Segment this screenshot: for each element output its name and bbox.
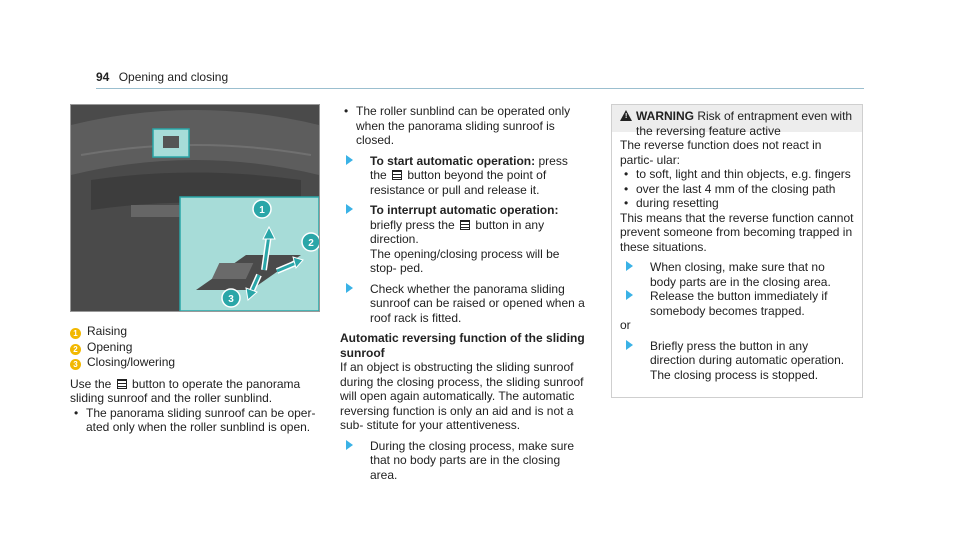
svg-text:1: 1 [259,205,265,216]
step-arrow-icon [346,283,353,293]
warning-box [611,104,863,398]
warning-step: Release the button immediately if somebody becomes trapped. [620,289,854,318]
bullet-item: • during resetting [620,196,854,211]
step-arrow-icon [626,261,633,271]
warning-label: WARNING [636,109,694,123]
warning-or: or [620,318,631,332]
sunroof-button-icon [460,220,470,230]
callout-1 [253,200,271,218]
step-interrupt-automatic: To interrupt automatic operation: briefly press the button in any direction. The opening/closing process will be stop- ped. [340,203,585,276]
header-rule [96,88,864,89]
step-arrow-icon [626,340,633,350]
callout-3 [222,289,240,307]
warning-title: Risk of entrapment even with the reversing feature active [636,109,853,138]
intro-paragraph: Use the button to operate the panorama sliding sunroof and the roller sunblind. [70,376,301,405]
sunroof-button-icon [392,170,402,180]
overhead-control-illustration [71,105,319,311]
section-heading: Automatic reversing function of the sliding sunroof [340,331,585,360]
page-header [96,70,228,85]
warning-header: ! WARNING Risk of entrapment even with the reversing feature active [612,105,862,132]
caption-number-2: 2 [70,344,81,355]
step-closing-caution: During the closing process, make sure that no body parts are in the closing area. [340,439,585,483]
caption-item: 3 Closing/lowering [70,355,320,371]
sunroof-button-icon [117,379,127,389]
bullet-item: • to soft, light and thin objects, e.g. fingers [620,167,854,182]
caption-item: 1 Raising [70,324,320,340]
warning-means: This means that the reverse function cannot prevent someone from becoming trapped in these situations. [620,210,854,254]
warning-intro: The reverse function does not react in partic- ular: [620,138,822,167]
warning-step: Briefly press the button in any direction during automatic operation. The closing process is stopped. [620,339,854,383]
callout-2 [302,233,319,251]
warning-step: When closing, make sure that no body parts are in the closing area. [620,260,854,289]
step-arrow-icon [626,290,633,300]
bullet-item: • The roller sunblind can be operated only when the panorama sliding sunroof is closed. [340,104,585,148]
bullet-item: • The panorama sliding sunroof can be oper- ated only when the roller sunblind is open. [70,406,320,435]
step-arrow-icon [346,155,353,165]
reversing-paragraph: If an object is obstructing the sliding sunroof during the closing process, the sliding sunroof will open again automatically. The automatic reversing function is only an aid and is not a sub- stitute for your attentiveness. [340,360,584,432]
caption-number-1: 1 [70,328,81,339]
caption-number-3: 3 [70,359,81,370]
step-arrow-icon [346,204,353,214]
page-number: 94 [96,70,110,84]
step-arrow-icon [346,440,353,450]
caption-item: 2 Opening [70,340,320,356]
svg-text:2: 2 [308,238,314,249]
svg-text:3: 3 [228,294,234,305]
figure-caption-block [70,324,320,435]
bullet-item: • over the last 4 mm of the closing path [620,182,854,197]
overhead-control-figure [70,104,320,312]
warning-body [612,132,862,388]
figure-column [70,104,320,312]
instructions-column [340,104,585,482]
step-check-roof-rack: Check whether the panorama sliding sunroof can be raised or opened when a roof rack is fitted. [340,282,585,326]
page-section-title: Opening and closing [118,70,229,84]
step-start-automatic: To start automatic operation: press the button beyond the point of resistance or pull and release it. [340,154,585,198]
